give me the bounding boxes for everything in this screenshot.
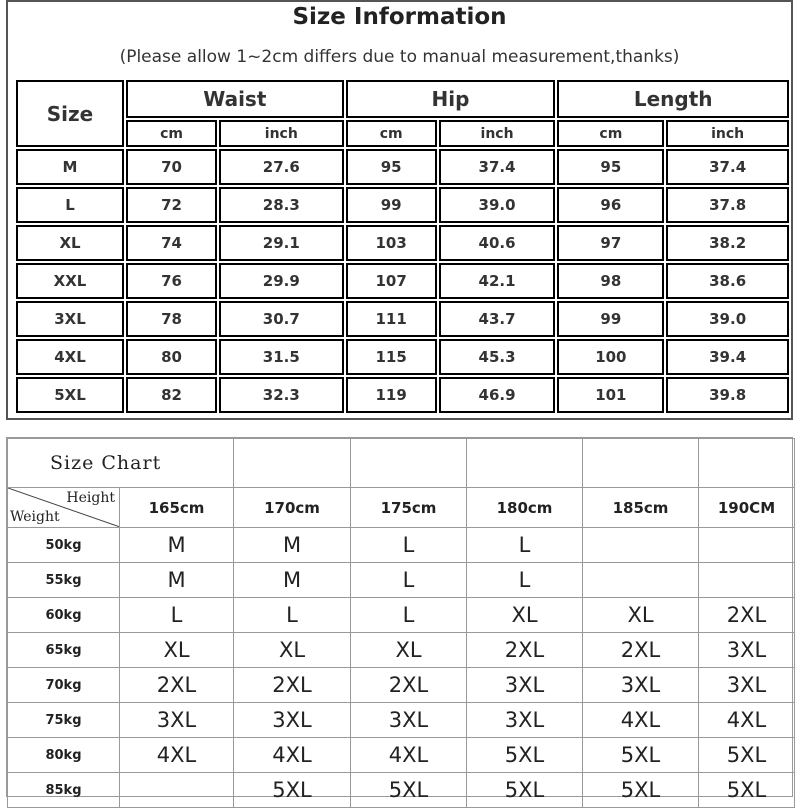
size-cell: 4XL: [699, 703, 795, 738]
height-header: 165cm: [120, 488, 234, 528]
size-cell: 3XL: [699, 633, 795, 668]
empty-cell: [467, 439, 583, 488]
weight-label: 70kg: [8, 668, 120, 703]
size-cell: 2XL: [583, 633, 699, 668]
height-header: 180cm: [467, 488, 583, 528]
size-cell: L: [120, 598, 234, 633]
size-cell: XL: [234, 633, 351, 668]
table-row: [16, 377, 789, 413]
table-cell: 78: [126, 301, 217, 337]
table-cell: 115: [346, 339, 437, 375]
size-label: 4XL: [16, 339, 124, 375]
table-cell: 39.0: [439, 187, 556, 223]
table-row: [16, 225, 789, 261]
size-cell: 5XL: [234, 773, 351, 808]
size-cell: L: [467, 563, 583, 598]
size-cell: 3XL: [467, 703, 583, 738]
table-cell: 32.3: [219, 377, 344, 413]
table-cell: 111: [346, 301, 437, 337]
height-header: 190CM: [699, 488, 795, 528]
weight-label: 50kg: [8, 528, 120, 563]
weight-label: 55kg: [8, 563, 120, 598]
chart-title-cell: [8, 439, 234, 488]
empty-cell: [234, 439, 351, 488]
corner-header-cell: [8, 488, 120, 528]
size-cell: 4XL: [583, 703, 699, 738]
size-cell: 5XL: [467, 738, 583, 773]
unit-header: cm: [346, 120, 437, 147]
size-cell: 5XL: [351, 773, 467, 808]
table-cell: 37.4: [666, 149, 789, 185]
size-cell: [699, 528, 795, 563]
table-cell: 74: [126, 225, 217, 261]
table-cell: 28.3: [219, 187, 344, 223]
size-cell: 4XL: [351, 738, 467, 773]
size-information-table: [14, 78, 791, 415]
table-cell: 37.8: [666, 187, 789, 223]
table-row: [8, 738, 795, 773]
size-label: XL: [16, 225, 124, 261]
table-cell: 42.1: [439, 263, 556, 299]
unit-header: inch: [219, 120, 344, 147]
unit-header: cm: [126, 120, 217, 147]
height-header: 170cm: [234, 488, 351, 528]
size-cell: 2XL: [467, 633, 583, 668]
hip-group-header: Hip: [346, 80, 556, 118]
size-cell: L: [351, 563, 467, 598]
table-row: [8, 528, 795, 563]
size-cell: 4XL: [120, 738, 234, 773]
size-cell: XL: [120, 633, 234, 668]
size-cell: XL: [351, 633, 467, 668]
table-cell: 29.9: [219, 263, 344, 299]
size-cell: XL: [467, 598, 583, 633]
table-row: [8, 598, 795, 633]
table-row: [8, 563, 795, 598]
size-column-header: Size: [16, 80, 124, 147]
size-cell: L: [234, 598, 351, 633]
table-cell: 45.3: [439, 339, 556, 375]
size-label: L: [16, 187, 124, 223]
size-cell: 3XL: [467, 668, 583, 703]
weight-label: 85kg: [8, 773, 120, 808]
panel-subtitle: (Please allow 1~2cm differs due to manual measurement,thanks): [119, 47, 680, 67]
table-cell: 40.6: [439, 225, 556, 261]
weight-label: 80kg: [8, 738, 120, 773]
table-cell: 98: [557, 263, 664, 299]
table-row: [16, 339, 789, 375]
table-row: [16, 149, 789, 185]
waist-group-header: Waist: [126, 80, 344, 118]
table-cell: 72: [126, 187, 217, 223]
size-label: M: [16, 149, 124, 185]
table-cell: 43.7: [439, 301, 556, 337]
size-cell: L: [351, 598, 467, 633]
size-chart-table: [7, 438, 795, 808]
table-cell: 95: [346, 149, 437, 185]
table-cell: 38.2: [666, 225, 789, 261]
table-cell: 39.0: [666, 301, 789, 337]
table-cell: 97: [557, 225, 664, 261]
table-cell: 37.4: [439, 149, 556, 185]
table-row: [8, 633, 795, 668]
size-label: 5XL: [16, 377, 124, 413]
table-cell: 99: [346, 187, 437, 223]
size-cell: 4XL: [234, 738, 351, 773]
size-cell: 5XL: [699, 738, 795, 773]
size-cell: L: [467, 528, 583, 563]
table-cell: 39.4: [666, 339, 789, 375]
table-row: [8, 703, 795, 738]
height-header: 175cm: [351, 488, 467, 528]
table-cell: 80: [126, 339, 217, 375]
empty-cell: [351, 439, 467, 488]
size-cell: 3XL: [120, 703, 234, 738]
table-cell: 101: [557, 377, 664, 413]
size-cell: 5XL: [583, 773, 699, 808]
table-cell: 95: [557, 149, 664, 185]
size-cell: XL: [583, 598, 699, 633]
length-group-header: Length: [557, 80, 789, 118]
table-cell: 27.6: [219, 149, 344, 185]
table-cell: 29.1: [219, 225, 344, 261]
table-cell: 103: [346, 225, 437, 261]
weight-label: 60kg: [8, 598, 120, 633]
table-row: [8, 773, 795, 808]
empty-cell: [583, 439, 699, 488]
size-cell: 2XL: [234, 668, 351, 703]
size-cell: 5XL: [699, 773, 795, 808]
table-row: [16, 263, 789, 299]
size-cell: [699, 563, 795, 598]
table-row: [16, 187, 789, 223]
unit-header: inch: [666, 120, 789, 147]
table-cell: 99: [557, 301, 664, 337]
size-cell: [583, 563, 699, 598]
size-cell: 2XL: [351, 668, 467, 703]
size-cell: 5XL: [583, 738, 699, 773]
table-cell: 70: [126, 149, 217, 185]
size-cell: 3XL: [699, 668, 795, 703]
table-cell: 76: [126, 263, 217, 299]
size-information-panel: [6, 0, 793, 420]
height-axis-label: Height: [66, 490, 115, 506]
table-cell: 39.8: [666, 377, 789, 413]
size-cell: 3XL: [351, 703, 467, 738]
size-chart-panel: [6, 437, 793, 802]
panel-title: Size Information: [292, 4, 507, 30]
table-cell: 82: [126, 377, 217, 413]
height-header: 185cm: [583, 488, 699, 528]
size-cell: 2XL: [699, 598, 795, 633]
size-cell: 3XL: [234, 703, 351, 738]
size-cell: L: [351, 528, 467, 563]
table-row: [16, 301, 789, 337]
table-cell: 30.7: [219, 301, 344, 337]
unit-header: inch: [439, 120, 556, 147]
weight-axis-label: Weight: [10, 509, 60, 525]
table-row: [8, 668, 795, 703]
table-cell: 107: [346, 263, 437, 299]
table-cell: 38.6: [666, 263, 789, 299]
size-cell: 2XL: [120, 668, 234, 703]
weight-label: 65kg: [8, 633, 120, 668]
table-cell: 31.5: [219, 339, 344, 375]
size-label: 3XL: [16, 301, 124, 337]
size-cell: M: [120, 563, 234, 598]
size-cell: [583, 528, 699, 563]
size-cell: M: [120, 528, 234, 563]
table-cell: 96: [557, 187, 664, 223]
empty-cell: [699, 439, 795, 488]
table-cell: 46.9: [439, 377, 556, 413]
table-cell: 119: [346, 377, 437, 413]
size-cell: M: [234, 528, 351, 563]
size-cell: [120, 773, 234, 808]
size-cell: M: [234, 563, 351, 598]
size-cell: 5XL: [467, 773, 583, 808]
table-cell: 100: [557, 339, 664, 375]
unit-header: cm: [557, 120, 664, 147]
weight-label: 75kg: [8, 703, 120, 738]
chart-title: Size Chart: [50, 452, 162, 474]
size-cell: 3XL: [583, 668, 699, 703]
size-label: XXL: [16, 263, 124, 299]
